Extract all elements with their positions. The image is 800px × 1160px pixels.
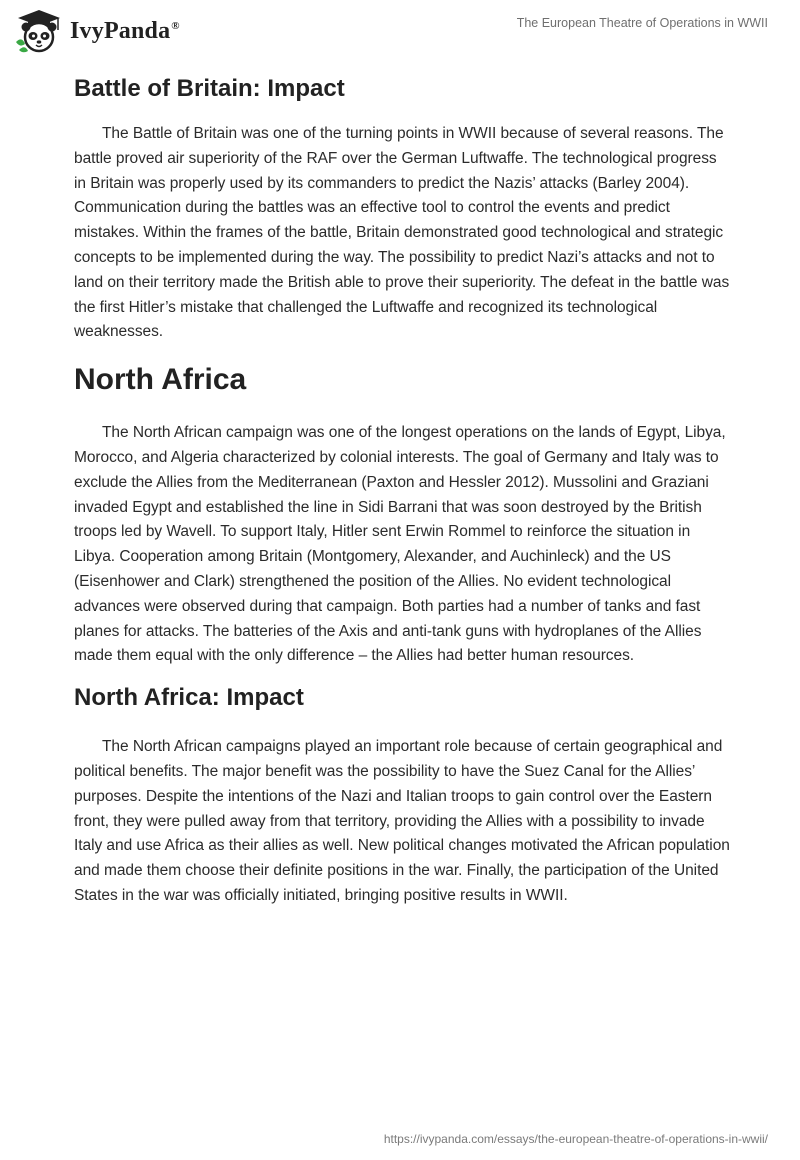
essay-content [74, 72, 730, 909]
brand-name: IvyPanda® [70, 17, 180, 44]
section-paragraph-north-africa: The North African campaign was one of the longest operations on the lands of Egypt, Libya, Morocco, and Algeria characterized by colonial interests. The goal of Germany and Italy was to exclude the Allies from the Mediterranean (Paxton and Hessler 2012). Mussolini and Graziani invaded Egypt and established the line in Sidi Barrani that was soon destroyed by the British troops led by Wavell. To support Italy, Hitler sent Erwin Rommel to reinforce the situation in Libya. Cooperation among Britain (Montgomery, Alexander, and Auchinleck) and the US (Eisenhower and Clark) strengthened the position of the Allies. No evident technological advances were observed during that campaign. Both parties had a number of tanks and fast planes for attacks. The batteries of the Axis and anti-tank guns with hydroplanes of the Allies made them equal with the only difference – the Allies had better human resources. [74, 424, 726, 665]
section-paragraph-north-africa-impact: The North African campaigns played an important role because of certain geographical and political benefits. The major benefit was the possibility to have the Suez Canal for the Allies’ purposes. Despite the intentions of the Nazi and Italian troops to gain control over the Eastern front, they were pulled away from that territory, providing the Allies with a possibility to invade Italy and use Africa as their allies as well. New political changes motivated the African population and made them choose their definite positions in the war. Finally, the participation of the United States in the war was officially initiated, bringing positive results in WWII. [74, 738, 730, 904]
section-heading-north-africa-impact: North Africa: Impact [74, 684, 304, 712]
panda-mascot-icon [14, 8, 64, 54]
section-paragraph-battle-of-britain-impact: The Battle of Britain was one of the turning points in WWII because of several reasons. The battle proved air superiority of the RAF over the German Luftwaffe. The technological progress in Britain was properly used by its commanders to predict the Nazis’ attacks (Barley 2004). Communication during the battles was an effective tool to control the events and predict mistakes. Within the frames of the battle, Britain demonstrated good technological and strategic concepts to be implemented during the way. The possibility to predict Nazi’s attacks and not to land on their territory made the British able to prove their superiority. The defeat in the battle was the first Hitler’s mistake that challenged the Luftwaffe and recognized its technological weaknesses. [74, 125, 730, 341]
source-url-link[interactable]: https://ivypanda.com/essays/the-european-theatre-of-operations-in-wwii/ [383, 1132, 768, 1146]
section-heading-battle-of-britain-impact: Battle of Britain: Impact [74, 75, 345, 102]
ivypanda-logo[interactable] [14, 8, 180, 54]
page-header [0, 0, 800, 70]
document-title: The European Theatre of Operations in WWII [516, 16, 768, 30]
section-heading-north-africa: North Africa [74, 363, 247, 397]
